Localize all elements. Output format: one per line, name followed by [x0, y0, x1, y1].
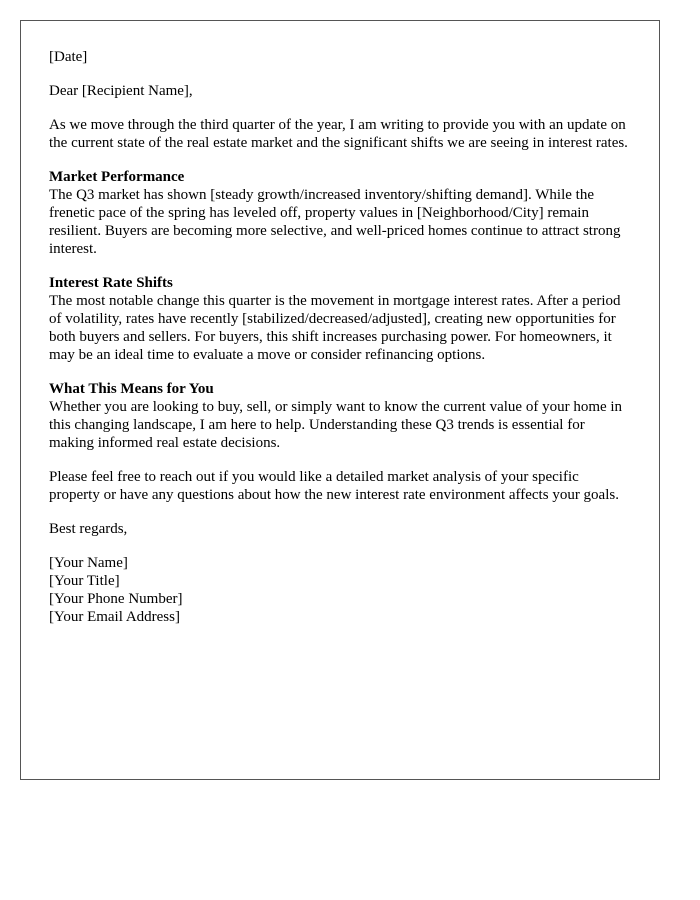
letter-date: [Date]	[49, 49, 88, 65]
letter-intro-paragraph: As we move through the third quarter of the year, I am writing to provide you with an update on the current state of the real estate market and the significant shifts we are seeing in interest rates.	[49, 117, 628, 151]
signature-phone: [Your Phone Number]	[49, 591, 183, 607]
signature-email: [Your Email Address]	[49, 609, 180, 625]
letter-salutation: Dear [Recipient Name],	[49, 83, 193, 99]
section-body: The most notable change this quarter is the movement in mortgage interest rates. After a period of volatility, rates have recently [stabilized/decreased/adjusted], creating new opportunities for both buyers and sellers. For buyers, this shift increases purchasing power. For homeowners, it may be an ideal time to evaluate a move or consider refinancing options.	[49, 293, 621, 363]
letter-sign-off: Best regards,	[49, 521, 128, 537]
letter-page	[20, 20, 660, 780]
signature-name: [Your Name]	[49, 555, 128, 571]
section-heading: Interest Rate Shifts	[49, 275, 173, 291]
signature-block	[49, 554, 631, 626]
letter-closing-paragraph: Please feel free to reach out if you would like a detailed market analysis of your specific property or have any questions about how the new interest rate environment affects your goals.	[49, 469, 619, 503]
section-market-performance	[49, 168, 631, 258]
section-body: Whether you are looking to buy, sell, or simply want to know the current value of your home in this changing landscape, I am here to help. Understanding these Q3 trends is essential for making informed real estate decisions.	[49, 399, 623, 451]
section-body: The Q3 market has shown [steady growth/increased inventory/shifting demand]. While the frenetic pace of the spring has leveled off, property values in [Neighborhood/City] remain resilient. Buyers are becoming more selective, and well-priced homes continue to attract strong interest.	[49, 187, 621, 257]
section-interest-rate-shifts	[49, 274, 631, 364]
signature-title: [Your Title]	[49, 573, 120, 589]
section-heading: Market Performance	[49, 169, 185, 185]
section-heading: What This Means for You	[49, 381, 214, 397]
section-what-this-means	[49, 380, 631, 452]
